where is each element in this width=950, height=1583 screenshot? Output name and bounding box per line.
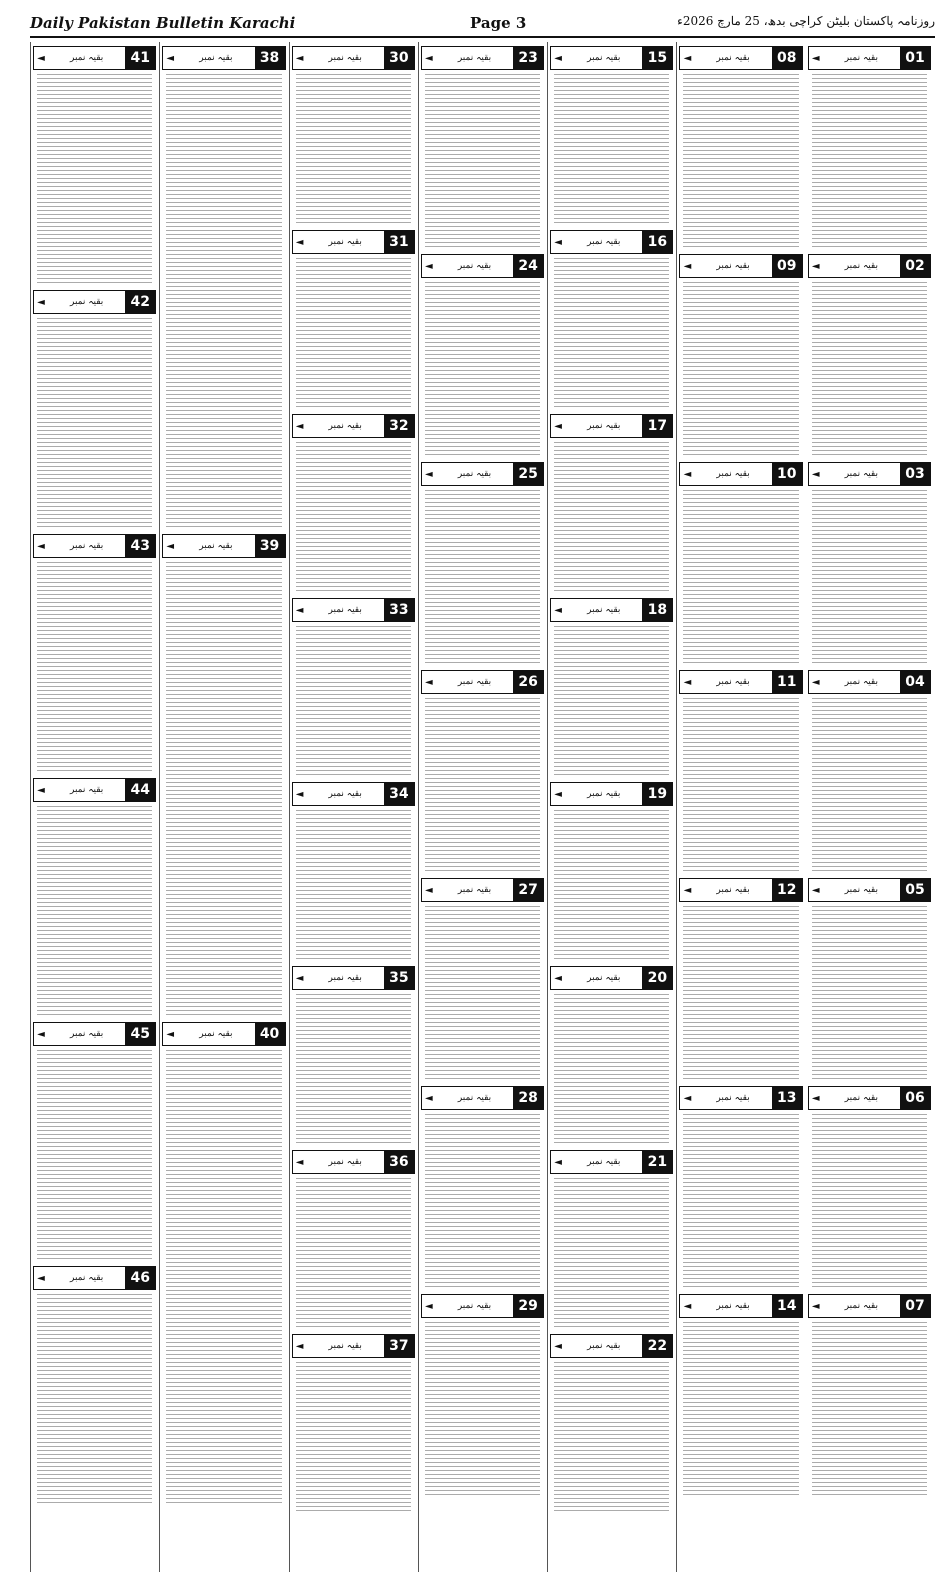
continuation-number: 04 [900, 671, 930, 693]
continuation-tag [808, 878, 931, 902]
arrow-icon: ◄ [554, 236, 562, 248]
continuation-tag [679, 1294, 802, 1318]
continuation-label: بقیہ نمبر [716, 885, 750, 895]
continuation-label: بقیہ نمبر [69, 53, 104, 63]
body-text [554, 442, 669, 594]
body-text [296, 810, 411, 962]
continuation-label: بقیہ نمبر [457, 261, 492, 271]
arrow-icon: ◄ [811, 676, 820, 688]
body-text [296, 258, 411, 410]
continuation-tag [421, 878, 544, 902]
arrow-icon: ◄ [424, 1300, 433, 1312]
continuation-tag [550, 1150, 673, 1174]
continuation-tag [162, 46, 285, 70]
body-text [683, 282, 798, 458]
arrow-icon: ◄ [295, 236, 304, 248]
continuation-tag [808, 46, 931, 70]
continuation-label: بقیہ نمبر [328, 973, 362, 983]
body-text [425, 282, 540, 458]
arrow-icon: ◄ [424, 676, 433, 688]
continuation-label: بقیہ نمبر [199, 1029, 233, 1039]
continuation-tag [33, 534, 156, 558]
continuation-tag [421, 462, 544, 486]
body-text [296, 626, 411, 778]
continuation-number: 45 [125, 1023, 155, 1045]
body-text [812, 74, 927, 250]
arrow-icon: ◄ [554, 604, 562, 616]
arrow-icon: ◄ [37, 52, 45, 64]
arrow-icon: ◄ [295, 788, 304, 800]
continuation-number: 11 [772, 671, 802, 693]
arrow-icon: ◄ [424, 468, 433, 480]
news-column [676, 42, 804, 1572]
continuation-number: 02 [900, 255, 930, 277]
continuation-label: بقیہ نمبر [587, 237, 621, 247]
continuation-label: بقیہ نمبر [587, 973, 621, 983]
continuation-tag [33, 290, 156, 314]
news-column [289, 42, 417, 1572]
continuation-label: بقیہ نمبر [457, 1093, 492, 1103]
continuation-number: 23 [513, 47, 543, 69]
continuation-tag [292, 1334, 415, 1358]
body-text [812, 906, 927, 1082]
continuation-number: 21 [642, 1151, 672, 1173]
body-text [812, 698, 927, 874]
arrow-icon: ◄ [424, 1092, 433, 1104]
continuation-label: بقیہ نمبر [457, 1301, 492, 1311]
arrow-icon: ◄ [811, 52, 820, 64]
continuation-label: بقیہ نمبر [328, 421, 362, 431]
continuation-tag [808, 462, 931, 486]
body-text [37, 74, 152, 286]
arrow-icon: ◄ [166, 1028, 175, 1040]
body-text [683, 1322, 798, 1498]
continuation-number: 16 [642, 231, 672, 253]
arrow-icon: ◄ [683, 52, 692, 64]
continuation-tag [292, 414, 415, 438]
continuation-label: بقیہ نمبر [199, 541, 233, 551]
arrow-icon: ◄ [166, 52, 175, 64]
continuation-number: 20 [642, 967, 672, 989]
continuation-tag [292, 46, 415, 70]
continuation-number: 14 [772, 1295, 802, 1317]
continuation-tag [550, 782, 673, 806]
continuation-label: بقیہ نمبر [69, 541, 104, 551]
continuation-tag [679, 878, 802, 902]
arrow-icon: ◄ [37, 296, 45, 308]
body-text [683, 1114, 798, 1290]
continuation-number: 18 [642, 599, 672, 621]
continuation-tag [162, 534, 285, 558]
continuation-tag [808, 1294, 931, 1318]
arrow-icon: ◄ [295, 52, 304, 64]
news-column [806, 42, 933, 1572]
continuation-label: بقیہ نمبر [328, 1341, 362, 1351]
continuation-tag [292, 782, 415, 806]
continuation-tag [550, 46, 673, 70]
body-text [296, 994, 411, 1146]
arrow-icon: ◄ [683, 468, 692, 480]
continuation-label: بقیہ نمبر [457, 53, 492, 63]
continuation-tag [679, 462, 802, 486]
body-text [812, 1322, 927, 1498]
continuation-tag [421, 670, 544, 694]
body-text [554, 626, 669, 778]
continuation-label: بقیہ نمبر [716, 1301, 750, 1311]
body-text [554, 994, 669, 1146]
continuation-label: بقیہ نمبر [844, 469, 878, 479]
body-text [554, 258, 669, 410]
body-text [554, 74, 669, 226]
news-column [418, 42, 546, 1572]
arrow-icon: ◄ [811, 468, 820, 480]
body-text [683, 698, 798, 874]
arrow-icon: ◄ [554, 420, 562, 432]
body-text [554, 810, 669, 962]
continuation-tag [550, 230, 673, 254]
arrow-icon: ◄ [811, 1092, 820, 1104]
continuation-tag [679, 1086, 802, 1110]
continuation-label: بقیہ نمبر [328, 605, 362, 615]
arrow-icon: ◄ [683, 884, 692, 896]
columns-container [30, 42, 935, 1572]
continuation-tag [292, 1150, 415, 1174]
body-text [166, 562, 281, 1018]
continuation-label: بقیہ نمبر [587, 605, 621, 615]
continuation-number: 09 [772, 255, 802, 277]
arrow-icon: ◄ [424, 52, 433, 64]
arrow-icon: ◄ [554, 972, 562, 984]
continuation-label: بقیہ نمبر [844, 677, 878, 687]
body-text [166, 1050, 281, 1506]
page-header [30, 10, 935, 38]
continuation-number: 03 [900, 463, 930, 485]
continuation-label: بقیہ نمبر [457, 677, 492, 687]
continuation-label: بقیہ نمبر [844, 53, 878, 63]
body-text [37, 562, 152, 774]
continuation-tag [33, 1266, 156, 1290]
continuation-tag [679, 670, 802, 694]
continuation-tag [33, 778, 156, 802]
body-text [812, 1114, 927, 1290]
continuation-label: بقیہ نمبر [69, 1029, 104, 1039]
continuation-number: 46 [125, 1267, 155, 1289]
continuation-tag [292, 230, 415, 254]
arrow-icon: ◄ [554, 1340, 562, 1352]
continuation-number: 43 [125, 535, 155, 557]
arrow-icon: ◄ [554, 1156, 562, 1168]
continuation-number: 29 [513, 1295, 543, 1317]
continuation-label: بقیہ نمبر [844, 885, 878, 895]
body-text [812, 490, 927, 666]
arrow-icon: ◄ [811, 884, 820, 896]
arrow-icon: ◄ [811, 1300, 820, 1312]
continuation-number: 38 [255, 47, 285, 69]
body-text [296, 74, 411, 226]
continuation-number: 36 [384, 1151, 414, 1173]
continuation-label: بقیہ نمبر [199, 53, 233, 63]
continuation-number: 28 [513, 1087, 543, 1109]
arrow-icon: ◄ [37, 1272, 45, 1284]
continuation-tag [421, 1294, 544, 1318]
body-text [425, 698, 540, 874]
continuation-number: 15 [642, 47, 672, 69]
arrow-icon: ◄ [683, 1092, 692, 1104]
continuation-number: 33 [384, 599, 414, 621]
continuation-tag [550, 598, 673, 622]
continuation-label: بقیہ نمبر [587, 1341, 621, 1351]
continuation-label: بقیہ نمبر [69, 297, 104, 307]
continuation-tag [550, 1334, 673, 1358]
continuation-label: بقیہ نمبر [328, 53, 362, 63]
continuation-label: بقیہ نمبر [328, 789, 362, 799]
continuation-tag [292, 598, 415, 622]
continuation-number: 30 [384, 47, 414, 69]
continuation-label: بقیہ نمبر [716, 1093, 750, 1103]
continuation-tag [421, 254, 544, 278]
continuation-label: بقیہ نمبر [457, 469, 492, 479]
body-text [425, 490, 540, 666]
arrow-icon: ◄ [424, 260, 433, 272]
continuation-label: بقیہ نمبر [844, 1301, 878, 1311]
continuation-number: 25 [513, 463, 543, 485]
body-text [166, 74, 281, 530]
body-text [37, 1050, 152, 1262]
body-text [812, 282, 927, 458]
continuation-tag [162, 1022, 285, 1046]
continuation-label: بقیہ نمبر [587, 1157, 621, 1167]
continuation-tag [550, 966, 673, 990]
continuation-tag [679, 254, 802, 278]
continuation-tag [550, 414, 673, 438]
continuation-number: 34 [384, 783, 414, 805]
continuation-number: 07 [900, 1295, 930, 1317]
arrow-icon: ◄ [295, 972, 304, 984]
body-text [37, 318, 152, 530]
continuation-number: 40 [255, 1023, 285, 1045]
continuation-label: بقیہ نمبر [716, 53, 750, 63]
body-text [425, 1322, 540, 1498]
continuation-label: بقیہ نمبر [844, 261, 878, 271]
arrow-icon: ◄ [683, 1300, 692, 1312]
continuation-tag [421, 46, 544, 70]
arrow-icon: ◄ [811, 260, 820, 272]
arrow-icon: ◄ [295, 604, 304, 616]
arrow-icon: ◄ [295, 1156, 304, 1168]
continuation-label: بقیہ نمبر [716, 261, 750, 271]
continuation-label: بقیہ نمبر [716, 469, 750, 479]
continuation-tag [33, 46, 156, 70]
continuation-label: بقیہ نمبر [328, 1157, 362, 1167]
continuation-label: بقیہ نمبر [69, 1273, 104, 1283]
continuation-number: 31 [384, 231, 414, 253]
arrow-icon: ◄ [554, 52, 562, 64]
continuation-tag [292, 966, 415, 990]
arrow-icon: ◄ [37, 540, 45, 552]
arrow-icon: ◄ [554, 788, 562, 800]
continuation-label: بقیہ نمبر [457, 885, 492, 895]
body-text [425, 906, 540, 1082]
continuation-number: 37 [384, 1335, 414, 1357]
body-text [683, 74, 798, 250]
continuation-number: 26 [513, 671, 543, 693]
continuation-label: بقیہ نمبر [328, 237, 362, 247]
body-text [683, 906, 798, 1082]
news-column [30, 42, 158, 1572]
continuation-label: بقیہ نمبر [69, 785, 104, 795]
continuation-label: بقیہ نمبر [716, 677, 750, 687]
dateline: روزنامہ پاکستان بلیٹن کراچی بدھ، 25 مارچ 2026ء [677, 14, 935, 28]
news-column [547, 42, 675, 1572]
continuation-number: 41 [125, 47, 155, 69]
body-text [296, 1362, 411, 1514]
continuation-number: 19 [642, 783, 672, 805]
continuation-number: 27 [513, 879, 543, 901]
continuation-number: 17 [642, 415, 672, 437]
continuation-number: 10 [772, 463, 802, 485]
arrow-icon: ◄ [166, 540, 175, 552]
arrow-icon: ◄ [683, 676, 692, 688]
continuation-number: 01 [900, 47, 930, 69]
body-text [37, 1294, 152, 1506]
continuation-tag [808, 1086, 931, 1110]
body-text [683, 490, 798, 666]
page-number: Page 3 [470, 14, 527, 32]
continuation-number: 13 [772, 1087, 802, 1109]
body-text [554, 1178, 669, 1330]
body-text [425, 74, 540, 250]
continuation-number: 08 [772, 47, 802, 69]
continuation-number: 42 [125, 291, 155, 313]
continuation-label: بقیہ نمبر [587, 421, 621, 431]
continuation-tag [808, 254, 931, 278]
continuation-number: 05 [900, 879, 930, 901]
continuation-number: 22 [642, 1335, 672, 1357]
news-column [159, 42, 287, 1572]
arrow-icon: ◄ [37, 784, 45, 796]
continuation-number: 35 [384, 967, 414, 989]
continuation-label: بقیہ نمبر [587, 53, 621, 63]
continuation-number: 06 [900, 1087, 930, 1109]
arrow-icon: ◄ [37, 1028, 45, 1040]
continuation-label: بقیہ نمبر [844, 1093, 878, 1103]
continuation-tag [33, 1022, 156, 1046]
continuation-number: 24 [513, 255, 543, 277]
continuation-tag [421, 1086, 544, 1110]
arrow-icon: ◄ [424, 884, 433, 896]
arrow-icon: ◄ [295, 420, 304, 432]
continuation-tag [808, 670, 931, 694]
body-text [296, 1178, 411, 1330]
arrow-icon: ◄ [683, 260, 692, 272]
body-text [425, 1114, 540, 1290]
body-text [296, 442, 411, 594]
continuation-number: 39 [255, 535, 285, 557]
arrow-icon: ◄ [295, 1340, 304, 1352]
continuation-tag [679, 46, 802, 70]
body-text [37, 806, 152, 1018]
body-text [554, 1362, 669, 1514]
masthead: Daily Pakistan Bulletin Karachi [30, 14, 296, 32]
continuation-number: 32 [384, 415, 414, 437]
continuation-number: 44 [125, 779, 155, 801]
continuation-number: 12 [772, 879, 802, 901]
continuation-label: بقیہ نمبر [587, 789, 621, 799]
